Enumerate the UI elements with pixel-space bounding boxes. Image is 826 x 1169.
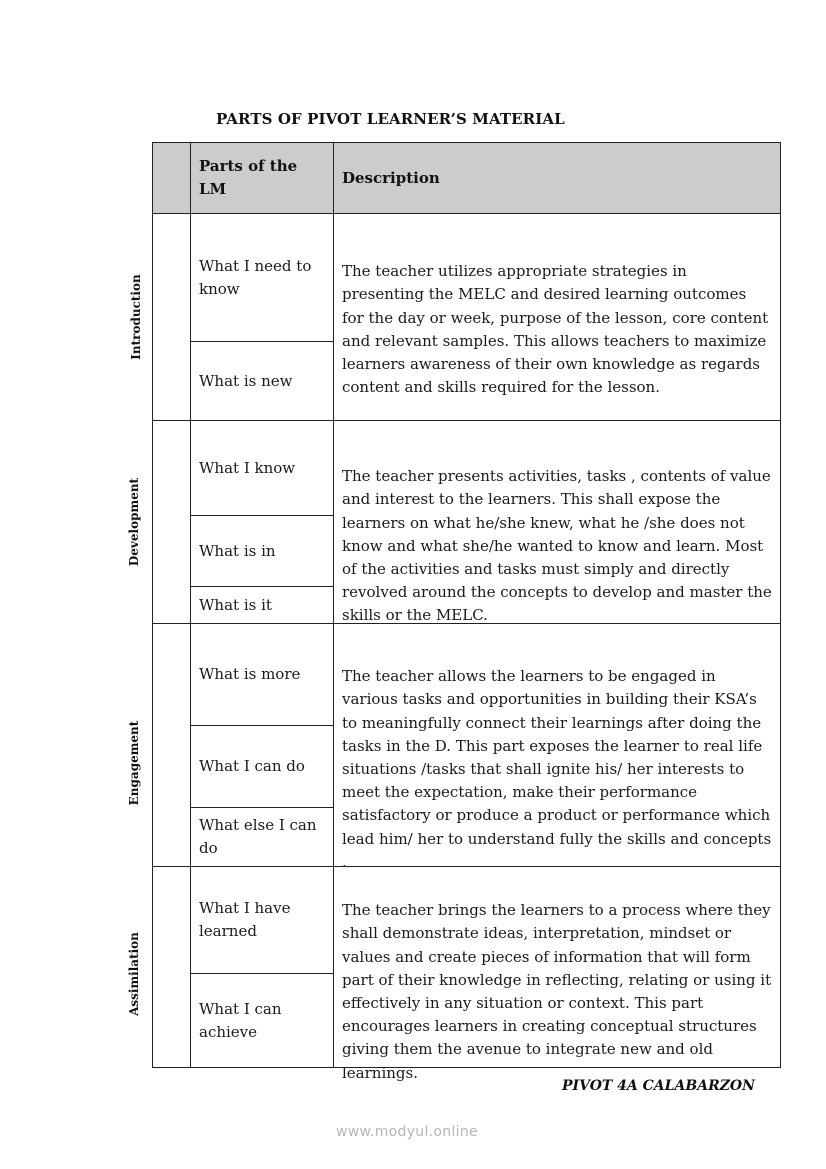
part-cell [190, 515, 334, 587]
part-cell [190, 866, 334, 974]
part-label: What else I can do [199, 816, 317, 857]
watermark-link: www.modyul.online [336, 1124, 478, 1140]
part-cell [190, 725, 334, 808]
part-cell [190, 807, 334, 867]
description-text: The teacher allows the learners to be engaged in various tasks and opportunities in building their KSA’s to meaningfully connect their learnings after doing the tasks in the D. This part exposes the learner to real life situations /tasks that shall ignite his/ her interests to meet the expectation, make their performance satisfactory or produce a product or performance which lead him/ her to understand fully the skills and concepts . [342, 667, 772, 871]
part-label: What I know [199, 458, 296, 477]
page-title: PARTS OF PIVOT LEARNER’S MATERIAL [216, 110, 565, 128]
section-label-introduction: Introduction [129, 274, 143, 360]
part-label: What I can do [199, 757, 305, 775]
description-text: The teacher utilizes appropriate strategies in presenting the MELC and desired learning outcomes for the day or week, purpose of the lesson, core content and relevant samples. This allows teachers to maximize learners awareness of their own knowledge as regards content and skills required for the lesson. [342, 262, 769, 397]
part-label: What is more [199, 665, 301, 683]
part-cell [190, 973, 334, 1068]
header-section-cell [152, 142, 191, 214]
part-cell [190, 420, 334, 516]
description-cell [333, 213, 781, 421]
header-description-label: Description [342, 169, 440, 187]
part-label: What is it [199, 595, 272, 614]
part-cell [190, 341, 334, 421]
section-label-development: Development [127, 477, 141, 567]
part-label: What I need to know [199, 256, 312, 298]
section-cell-introduction [152, 213, 191, 421]
part-label: What I have learned [199, 899, 291, 940]
header-description-cell [333, 142, 781, 214]
part-label: What is new [199, 371, 293, 390]
description-text: The teacher presents activities, tasks , contents of value and interest to the learners. This shall expose the learners on what he/she knew, what he /she does not know and what she/he wanted to know and learn. Most of the activities and tasks must simply and directly revolved around the concepts to develop and master the skills or the MELC. [342, 467, 772, 625]
description-cell [333, 623, 781, 871]
section-label-engagement: Engagement [127, 720, 141, 806]
part-label: What I can achieve [199, 999, 282, 1041]
footer-label: PIVOT 4A CALABARZON [562, 1078, 755, 1094]
lm-parts-table [152, 142, 781, 1082]
section-label-assimilation: Assimilation [127, 932, 141, 1016]
part-cell [190, 213, 334, 342]
section-cell-development [152, 420, 191, 624]
description-text: The teacher brings the learners to a process where they shall demonstrate ideas, interpretation, mindset or values and create pieces of information that will form part of their knowledge in reflecting, relating or using it effectively in any situation or context. This part encourages learners in creating conceptual structures giving them the avenue to integrate new and old learnings. [342, 901, 772, 1082]
section-cell-engagement [152, 623, 191, 867]
part-cell [190, 623, 334, 726]
header-parts-label: Parts of the LM [199, 157, 298, 198]
header-parts-cell [190, 142, 334, 214]
description-cell [333, 866, 781, 1082]
section-cell-assimilation [152, 866, 191, 1068]
part-label: What is in [199, 541, 276, 560]
description-cell [333, 420, 781, 624]
part-cell [190, 586, 334, 624]
